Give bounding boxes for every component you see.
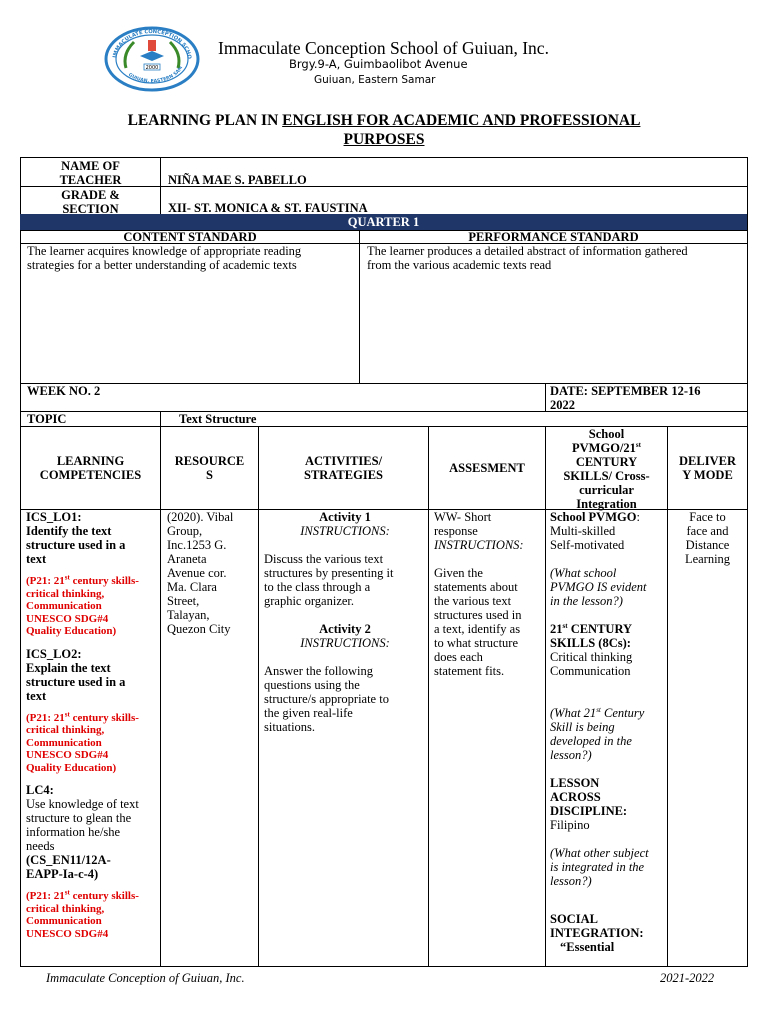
school-name: Immaculate Conception School of Guiuan, Inc. [218,38,549,58]
topic-value: Text Structure [179,412,257,426]
logo-year: 2000 [145,65,159,71]
performance-standard-text: The learner produces a detailed abstract of information gathered from the various academic texts read [367,244,688,272]
title-subject: ENGLISH FOR ACADEMIC AND PROFESSIONAL [282,112,641,129]
competencies-cell: ICS_LO1: Identify the text structure used in a text (P21: 21st century skills- critical thinking, Communication UNESCO SDG#4 Quality Education) ICS_LO2: Explain the text structure used in a text (P21: 21st century skills- critical thinking, Communication UNESCO SDG#4 Quality Education) LC4: Use knowledge of text structure to glean the information he/she needs (CS_EN11/12A- EAPP-Ia-c-4) (P21: 21st century skills- critical thinking, Communication UNESCO SDG#4 [26,510,158,940]
lesson-across-label: LESSON ACROSS DISCIPLINE: [550,776,628,818]
activity-2-title: Activity 2 [319,622,371,636]
col-header-activities: ACTIVITIES/ STRATEGIES [304,454,383,482]
content-standard-text: The learner acquires knowledge of appropriate reading strategies for a better understanding of academic texts [27,244,302,272]
col-header-pvmgo: School PVMGO/21st CENTURY SKILLS/ Cross- curricular Integration [563,427,650,511]
lo1-p21: (P21: 21st century skills- critical thinking, Communication UNESCO SDG#4 Quality Education) [26,573,139,637]
footer-left: Immaculate Conception of Guiuan, Inc. [46,971,245,985]
col-header-delivery: DELIVER Y MODE [679,454,736,482]
logo-ring-text: IMMACULATE CONCEPTION SCHO [112,28,193,60]
performance-standard-header: PERFORMANCE STANDARD [468,230,639,244]
lo2-code: ICS_LO2: [26,646,82,661]
lo1-code: ICS_LO1: [26,510,82,524]
col-header-competencies: LEARNING COMPETENCIES [39,454,142,482]
lc4-p21: (P21: 21st century skills- critical thinking, Communication UNESCO SDG#4 [26,888,139,940]
col-header-resources: RESOURCE S [174,454,245,482]
title-subject-2: PURPOSES [343,131,425,148]
pvmgo-cell: School PVMGO: Multi-skilled Self-motivated (What school PVMGO IS evident in the lesson?) 21st CENTURY SKILLS (8Cs): Critical thinking Communication (What 21st Century Skill is being developed in the lesson?) LESSON ACROSS DISCIPLINE: Filipino (What other subject is integrated in the lesson?) SOCIAL INTEGRATION: “Essential [550,510,666,954]
social-integration-label: SOCIAL INTEGRATION: “Essential [550,912,644,954]
activities-cell: Activity 1 INSTRUCTIONS: Discuss the various text structures by presenting it to the class through a graphic organizer. Activity 2 INSTRUCTIONS: Answer the following questions using the structure/s appropriate to the given real-life situations. [264,510,426,734]
document-title-line-1 [0,112,768,130]
date-range: DATE: SEPTEMBER 12-16 2022 [550,384,701,412]
content-standard-header: CONTENT STANDARD [123,230,257,244]
delivery-cell: Face to face and Distance Learning [684,510,731,566]
lo2-p21: (P21: 21st century skills- critical thinking, Communication UNESCO SDG#4 Quality Education) [26,709,139,774]
teacher-label: NAME OF TEACHER [59,159,122,187]
resources-cell: (2020). Vibal Group, Inc.1253 G. Araneta Avenue cor. Ma. Clara Street, Talayan, Quezon City [167,510,234,636]
title-prefix: LEARNING PLAN IN [127,112,283,129]
col-header-assessment: ASSESMENT [449,461,525,475]
school-pvmgo-label: School PVMGO [550,510,637,524]
footer-right: 2021-2022 [660,971,715,985]
grade-section: XII- ST. MONICA & ST. FAUSTINA [168,201,368,215]
topic-label: TOPIC [27,412,67,426]
century-skills-label: 21st CENTURY SKILLS (8Cs): [550,621,633,650]
teacher-name: NIÑA MAE S. PABELLO [168,173,307,187]
quarter-label: QUARTER 1 [347,215,420,229]
address-line-2: Guiuan, Eastern Samar [314,74,436,86]
logo-bottom-text: GUIUAN, EASTERN SAM [127,65,185,85]
document-title-line-2 [0,131,768,149]
school-logo [104,26,200,92]
week-number: WEEK NO. 2 [27,384,101,398]
address-line-1: Brgy.9-A, Guimbaolibot Avenue [289,57,468,71]
lc4-code: LC4: [26,783,54,797]
grade-label: GRADE & SECTION [61,188,120,216]
assessment-cell: WW- Short response INSTRUCTIONS: Given the statements about the various text structures used in a text, identify as to what structure does each statement fits. [434,510,524,678]
activity-1-title: Activity 1 [319,510,371,524]
